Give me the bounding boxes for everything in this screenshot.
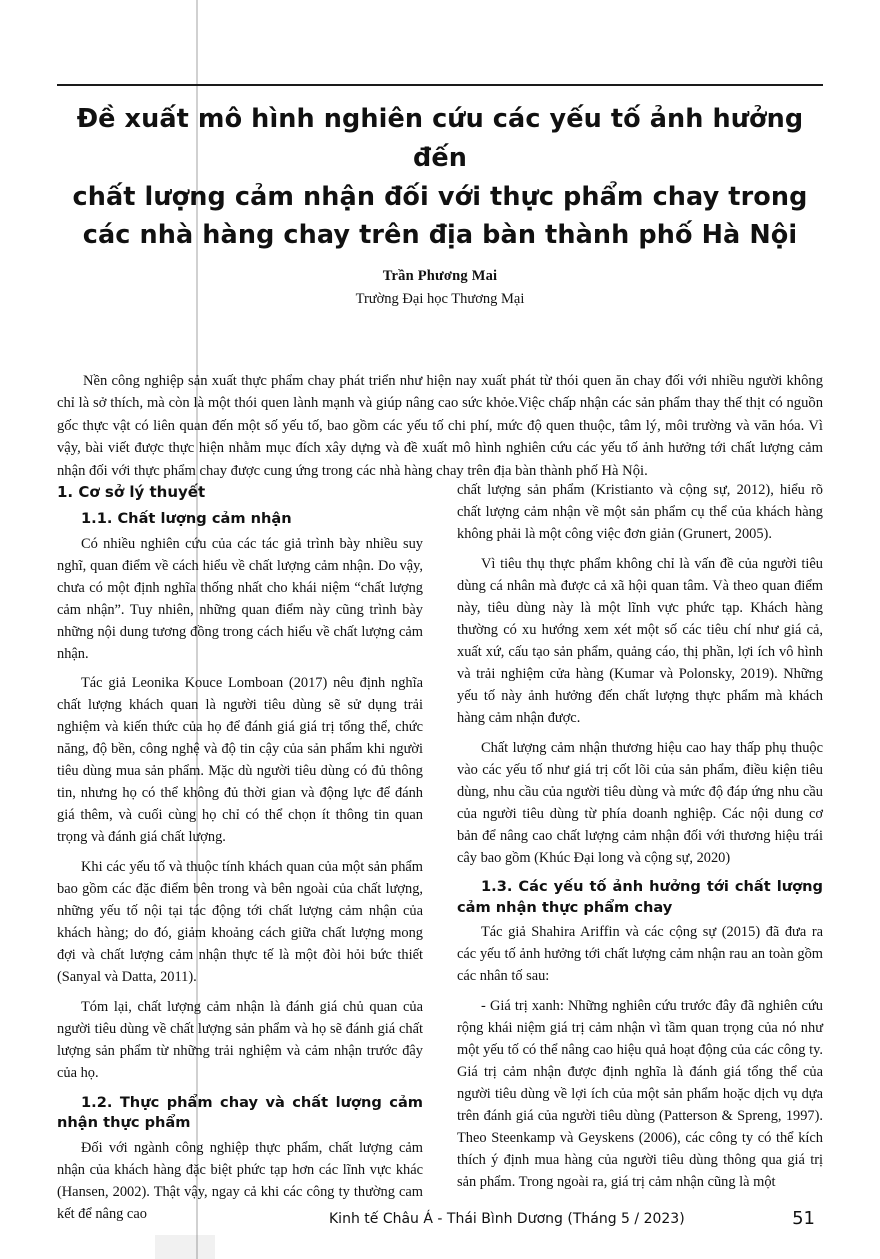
paragraph-1-1-1: Có nhiều nghiên cứu của các tác giả trình bày nhiều suy nghĩ, quan điểm về cách hiểu về chất lượng cảm nhận. Do vậy, chưa có một định nghĩa thống nhất cho khái niệm “chất lượng cảm nhận”. Tuy nhiên, những quan điểm này cũng trình bày những nội dung tương đồng trong cách hiểu về chất lượng cảm nhận. bbox=[57, 535, 423, 662]
paragraph-1-1-3: Khi các yếu tố và thuộc tính khách quan của một sản phẩm bao gồm các đặc điểm bên trong và bên ngoài của chất lượng, những yếu tố nội tại tác động tới chất lượng cảm nhận của khách hàng; do đó, giảm khoảng cách giữa chất lượng mong đợi và chất lượng cảm nhận thực tế là một đòi hỏi bức thiết (Sanyal và Datta, 2011). bbox=[57, 859, 423, 986]
page-footer bbox=[57, 1208, 823, 1233]
author-name: Trần Phương Mai bbox=[382, 268, 498, 284]
footer-journal-name: Kinh tế Châu Á - Thái Bình Dương (Tháng 5 / 2023) bbox=[329, 1211, 685, 1227]
column-right bbox=[457, 480, 823, 1202]
paragraph-1-1-2: Tác giả Leonika Kouce Lomboan (2017) nêu định nghĩa chất lượng khách quan là người tiêu dùng sẽ sử dụng trải nghiệm và kiến thức của họ để đánh giá giá trị tổng thể, chức năng, độ bền, công nghệ và độ tin cậy của sản phẩm khi người tiêu dùng mua sản phẩm. Mặc dù người tiêu dùng có đủ thông tin, nhưng họ có thể không đủ thời gian và động lực để đánh giá thêm, và cuối cùng họ chỉ có thể chọn ít thông tin quan trọng và đánh giá chất lượng. bbox=[57, 675, 423, 846]
section-heading-1-3: 1.3. Các yếu tố ảnh hưởng tới chất lượng cảm nhận thực phẩm chay bbox=[457, 878, 823, 916]
author-block bbox=[57, 268, 823, 308]
title-line-2: chất lượng cảm nhận đối với thực phẩm chay trong bbox=[72, 181, 808, 212]
page-title bbox=[67, 100, 813, 255]
paragraph-1-1-4: Tóm lại, chất lượng cảm nhận là đánh giá chủ quan của người tiêu dùng về chất lượng sản phẩm và họ sẽ đánh giá chất lượng sản phẩm từ những trải nghiệm và cảm nhận trước đây của họ. bbox=[57, 999, 423, 1081]
author-affiliation: Trường Đại học Thương Mại bbox=[355, 291, 525, 307]
paragraph-1-3-2: - Giá trị xanh: Những nghiên cứu trước đây đã nghiên cứu rộng khái niệm giá trị cảm nhận vì tầm quan trọng của nó như một yếu tố có thể nâng cao hiệu quả hoạt động của các công ty. Giá trị cảm nhận được định nghĩa là đánh giá tổng thể của người tiêu dùng về lợi ích của một sản phẩm hoặc dịch vụ dựa trên đánh giá của người tiêu dùng (Patterson & Spreng, 1997). Theo Steenkamp và Geyskens (2006), các công ty có thể kích thích ý định mua hàng của người tiêu dùng thông qua giá trị sản phẩm. Trong ngoài ra, giá trị cảm nhận cũng là một bbox=[457, 998, 823, 1190]
paragraph-1-2-2: Vì tiêu thụ thực phẩm không chỉ là vấn đề của người tiêu dùng cá nhân mà được cả xã hội quan tâm. Và theo quan điểm này, tiêu dùng này là một lĩnh vực phức tạp. Khách hàng thường có xu hướng xem xét một số các tiêu chí như giá cả, xuất xứ, cấu tạo sản phẩm, quảng cáo, thị phần, lợi ích vô hình và trải nghiệm cửa hàng (Kumar và Polonsky, 2019). Những yếu tố này ảnh hưởng đến chất lượng thực phẩm mà khách hàng cảm nhận được. bbox=[457, 555, 823, 726]
title-line-3: các nhà hàng chay trên địa bàn thành phố Hà Nội bbox=[82, 220, 798, 251]
footer-page-number: 51 bbox=[792, 1208, 815, 1229]
title-line-1: Đề xuất mô hình nghiên cứu các yếu tố ảnh hưởng đến bbox=[76, 104, 804, 173]
page-content bbox=[57, 0, 823, 1259]
paragraph-1-2-1-continued: chất lượng sản phẩm (Kristianto và cộng sự, 2012), hiểu rõ chất lượng cảm nhận về một sản phẩm cụ thể của khách hàng không phải là một công việc đơn giản (Grunert, 2005). bbox=[457, 482, 823, 542]
section-heading-1: 1. Cơ sở lý thuyết bbox=[57, 483, 206, 501]
column-left bbox=[57, 480, 423, 1234]
paragraph-1-2-3: Chất lượng cảm nhận thương hiệu cao hay thấp phụ thuộc vào các yếu tố như giá trị cốt lõi của sản phẩm, điều kiện tiêu dùng, nhu cầu của người tiêu dùng và mức độ đáp ứng nhu cầu của người tiêu dùng từ phía doanh nghiệp. Các nội dung cơ bản để nâng cao chất lượng cảm nhận đối với thương hiệu trái cây bao gồm (Khúc Đại long và cộng sự, 2020) bbox=[457, 739, 823, 866]
abstract-paragraph: Nền công nghiệp sản xuất thực phẩm chay phát triển như hiện nay xuất phát từ thói quen ăn chay đối với nhiều người không chỉ là sở thích, mà còn là một thói quen lành mạnh và giúp nâng cao sức khỏe.Việc chấp nhận các sản phẩm thay thế thịt có nguồn gốc thực vật có liên quan đến một số yếu tố, bao gồm các yếu tố chi phí, mức độ quen thuộc, tâm lý, môi trường và văn hóa. Vì vậy, bài viết được thực hiện nhằm mục đích xây dựng và đề xuất mô hình nghiên cứu các yếu tố ảnh hưởng tới chất lượng cảm nhận đối với thực phẩm chay được cung ứng trong các nhà hàng chay trên địa bàn thành phố Hà Nội. bbox=[57, 373, 823, 479]
section-heading-1-2: 1.2. Thực phẩm chay và chất lượng cảm nhận thực phẩm bbox=[57, 1093, 423, 1132]
paragraph-1-3-1: Tác giả Shahira Ariffin và các cộng sự (2015) đã đưa ra các yếu tố ảnh hưởng tới chất lượng cảm nhận rau an toàn gồm các nhân tố sau: bbox=[457, 924, 823, 985]
header-rule bbox=[57, 84, 823, 86]
paragraph-1-2-1: Đối với ngành công nghiệp thực phẩm, chất lượng cảm nhận của khách hàng đặc biệt phức tạp hơn các lĩnh vực khác (Hansen, 2002). Thật vậy, ngay cả khi các công ty thường cam kết để nâng cao bbox=[57, 1139, 423, 1222]
section-heading-1-1: 1.1. Chất lượng cảm nhận bbox=[81, 510, 292, 528]
